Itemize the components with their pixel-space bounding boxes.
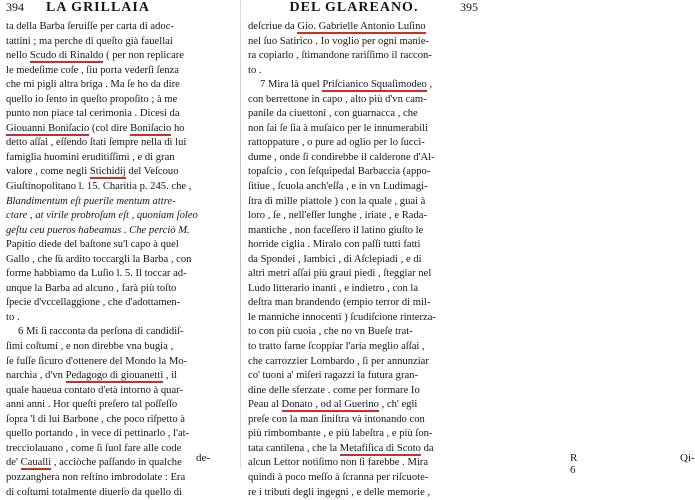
text-line [248,238,480,253]
line-text: dine delle sferzate . come per formare Io [248,385,420,396]
line-text: tata cantilena , che la [248,443,340,454]
text-line [248,122,480,137]
line-text: Ludo litterario inanti , e indietro , con la [248,283,418,294]
line-text: quindi à poco meſſo à ſcranna per riſcuote- [248,472,428,483]
text-line [6,267,236,282]
line-text: da Spondei , Iambici , di Aſclepiadi , e di [248,254,422,265]
underlined-name: Gio. Gabrielle Antonio Luſino [297,21,425,34]
text-line [6,253,236,268]
text-line [6,369,236,384]
line-text: treccìolauano , come ſi ſuol fare alle code [6,443,181,454]
left-text-body [6,20,236,500]
line-text: narchia , d'vn [6,370,66,381]
line-text: quello io ſento in queſto propoſito ; à me [6,94,177,105]
line-text: panile da ciuettoni , con guarnacca , che [248,108,418,119]
text-line [6,107,236,122]
line-text: non ſai ſe ſia à muſaico per le innumerabili [248,123,428,134]
line-text: horride ciglia . Miralo con paſſi tutti fatti [248,239,420,250]
left-header [6,0,236,20]
line-text: tattini ; ma perche di queſto già fauellai [6,36,173,47]
line-text: , il [163,370,177,381]
line-text: pozzanghera non reſtino imbrodolate : Era [6,472,185,483]
line-text: altri metri aſſai più graui piedi , ſteggiar nel [248,268,431,279]
line-text: Blandimentum eſt puerile mentum attre- [6,196,176,207]
text-line [248,384,480,399]
line-text: del Veſcouo [126,166,179,177]
text-line [6,427,236,442]
text-line [6,413,236,428]
text-line [6,93,236,108]
text-line [248,442,480,457]
line-text: ſitiue , ſcuola anch'eſſa , e in vn Ludimagi- [248,181,428,192]
line-text: nel ſuo Satirico . Io voglio per ogni manie- [248,36,429,47]
line-text: to . [6,312,20,323]
left-page-number: 394 [6,0,24,15]
text-line [248,355,480,370]
left-running-head: LA GRILLAIA [46,0,150,16]
right-running-head: DEL GLAREANO. [248,0,460,16]
line-text: alcun Lettor notiſimo non ſi farebbe . Mira [248,457,428,468]
text-line [248,136,480,151]
line-text: ſimi coſtumi , e non direbbe vna bugia , [6,341,173,352]
right-text-body [248,20,480,500]
text-line [248,471,480,486]
text-line [248,267,480,282]
text-line [6,224,236,239]
line-text: , acciòche paſſando in qualche [51,457,182,468]
text-line [6,340,236,355]
line-text: deſcriue da [248,21,297,32]
line-text: ( per non replicare [103,50,184,61]
line-text: ctare , at virile probroſum eſt , quoniam ſoleo [6,210,198,221]
text-line [6,398,236,413]
line-text: di coſtumi totalmente diuerſo da quello di [6,487,182,498]
line-text: 7 Mira là quel [260,79,322,90]
line-text: to tratto farne ſcoppiar l'aria meglio aſſai , [248,341,425,352]
line-text: quello portando , in vece di pettinarlo , l'at- [6,428,189,439]
text-line [248,369,480,384]
text-line [6,136,236,151]
line-text: rattoppature , o pure ad oglio per lo ſucci- [248,137,425,148]
text-line [248,107,480,122]
text-line [6,151,236,166]
line-text: valore , come negli [6,166,90,177]
line-text: , [427,79,432,90]
underlined-name: Priſcianico Squaſimodeo [322,79,426,92]
line-text: famiglia huomini eruditiſſimi , e di gran [6,152,175,163]
line-text: ho [171,123,184,134]
text-line [6,20,236,35]
line-text: forme habbiamo da Luſio l. 5. Il toccar ad- [6,268,187,279]
text-line [248,93,480,108]
left-page [0,0,240,468]
text-line [6,49,236,64]
right-page-number: 395 [460,0,478,15]
text-line [248,456,480,471]
text-line [248,253,480,268]
line-text: nello [6,50,30,61]
text-line [6,486,236,500]
line-text: Gallo , che ſù ardito toccargli la Barba , con [6,254,191,265]
line-text: unque la Barba ad alcuno , farà più toſto [6,283,176,294]
line-text: ſtra di mille piattole ) con la quale , guai à [248,196,425,207]
text-line [248,224,480,239]
text-line [6,325,236,340]
line-text: ſpecie d'vccellaggione , che d'adottamen- [6,297,180,308]
line-text: ſe fuſſe ſicuro d'ottenere del Mondo la Mo- [6,356,187,367]
line-text: re i tributi degli ingegni , e delle memorie , [248,487,430,498]
text-line [6,64,236,79]
line-text: con berrettone in capo , alto più d'vn cam- [248,94,427,105]
line-text: , ch' egli [379,399,417,410]
line-text: to con più cuoia , che no vn Bueſe trat- [248,326,413,337]
text-line [6,165,236,180]
text-line [248,296,480,311]
text-line [6,282,236,297]
left-catchword: de- [196,452,210,464]
text-line [6,355,236,370]
line-text: Papitio diede del baſtone su'l capo à quel [6,239,179,250]
text-line [6,35,236,50]
line-text: ra copiarlo , ſtimandone rariſſimo il raccon- [248,50,432,61]
text-line [248,340,480,355]
line-text: topaſcio , con ſeſquipedal Barbaccia (appo- [248,166,430,177]
text-line [6,384,236,399]
text-line [248,486,480,500]
text-line [248,64,480,79]
text-line [248,282,480,297]
text-line [248,209,480,224]
underlined-name: Pedagogo di giouanetti [66,370,164,383]
underlined-name: Donato , od al Guerino [282,399,379,412]
text-line [248,398,480,413]
line-text: dume , onde ſi condirebbe il calderone d'Al- [248,152,435,163]
line-text: loro , ſe , nell'eſſer lunghe , iriate , e Rada- [248,210,427,221]
right-header [248,0,480,20]
text-line [248,151,480,166]
right-catchword: Qi- [680,452,695,464]
underlined-name: Caualli [21,457,52,470]
text-line [248,427,480,442]
line-text: deſtra man brandendo (empio terror di mil- [248,297,430,308]
line-text: ta della Barba ſeruiſſe per carta di adoc- [6,21,174,32]
text-line [6,180,236,195]
text-line [6,471,236,486]
text-line [248,413,480,428]
text-line [6,311,236,326]
line-text: preſe con la man ſiniſtra và intonando con [248,414,425,425]
line-text: che mi pigli altra briga . Ma ſe ho da dire [6,79,180,90]
text-line [6,238,236,253]
line-text: de' [6,457,21,468]
line-text: Giuſtinopolitano l. 15. Charitia p. 245. che , [6,181,191,192]
line-text: punto non piace tal cerimonia . Dicesi da [6,108,180,119]
text-line [248,20,480,35]
text-line [248,35,480,50]
underlined-name: Stichidij [90,166,126,179]
text-line [248,165,480,180]
text-line [6,78,236,93]
underlined-name: Boniſacio [130,123,171,136]
line-text: da [421,443,434,454]
line-text: che carrozzier Lombardo , ſì per annunziar [248,356,429,367]
line-text: co' tuoni a' miſeri ragazzi la futura gran- [248,370,418,381]
line-text: to . [248,65,262,76]
text-line [6,209,236,224]
right-signature-mark: R 6 [570,452,577,476]
line-text: mantiche , non faceſſero il latino giuſto le [248,225,423,236]
line-text: anni anni . Hor queſti preſero tal poſſeſſo [6,399,177,410]
underlined-name: Giouanni Boniſacio [6,123,89,136]
text-line [6,195,236,210]
text-line [248,78,480,93]
text-line [248,325,480,340]
right-page [240,0,484,468]
underlined-name: Metafiſica di Scoto [340,443,421,456]
line-text: le manniche innocenti ) ſcudiſcione rinterza- [248,312,436,323]
line-text: ſopra 'l di lui Barbone , che poco riſpetto à [6,414,185,425]
text-line [248,49,480,64]
text-line [248,311,480,326]
line-text: quale haueua contato d'età intorno à quar- [6,385,183,396]
line-text: 6 Mi ſi racconta da perſona di candidiſ- [18,326,184,337]
text-line [248,195,480,210]
line-text: geſtu ceu pueros habeamus . Che perciò M. [6,225,190,236]
line-text: le medeſime coſe , ſiu porta vederſi ſenza [6,65,179,76]
text-line [6,122,236,137]
line-text: detto aſſai , eſſendo ſtati ſempre nella di lui [6,137,186,148]
line-text: più rimbombante , e più labeſtra , e più ſon- [248,428,432,439]
underlined-name: Scudo di Rinaldo [30,50,104,63]
line-text: (col dire [89,123,130,134]
line-text: Peau al [248,399,282,410]
text-line [248,180,480,195]
text-line [6,296,236,311]
